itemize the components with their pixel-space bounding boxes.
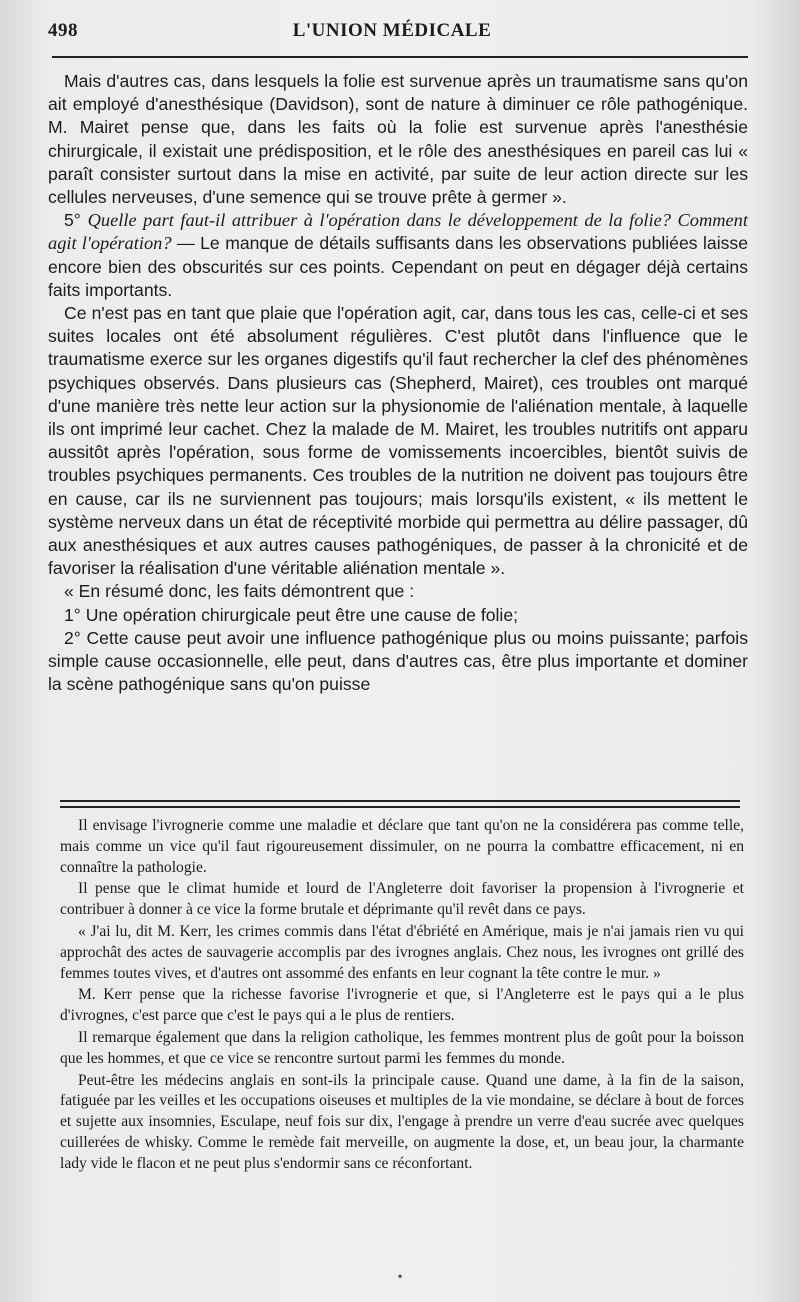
paragraph-summary-point-1: 1° Une opération chirurgicale peut être une cause de folie; xyxy=(64,604,519,625)
journal-title: L'UNION MÉDICALE xyxy=(292,20,492,41)
note-paragraph: Il remarque également que dans la religion catholique, les femmes montrent plus de goût pour la boisson que les hommes, et que ce vice se rencontre surtout parmi les femmes du monde. xyxy=(60,1028,744,1067)
page-number: 498 xyxy=(48,20,78,41)
section-question: Quelle part faut-il attribuer à l'opération dans le développement de la folie? Comment agit l'opération? xyxy=(48,210,748,254)
paragraph-summary-point-2: 2° Cette cause peut avoir une influence pathogénique plus ou moins puissante; parfois simple cause occasionnelle, elle peut, dans d'autres cas, être plus importante et dominer la scène pathogénique sans qu'on puisse xyxy=(48,627,748,695)
footnote-column xyxy=(60,816,744,1176)
section-answer: — Le manque de détails suffisants dans les observations publiées laisse encore bien des obscurités sur ces points. Cependant on peut en dégager déjà certains faits importants. xyxy=(48,233,749,300)
note-paragraph: « J'ai lu, dit M. Kerr, les crimes commis dans l'état d'ébriété en Amérique, mais je n'ai jamais rien vu qui approchât des actes de sauvagerie accomplis par des ivrognes anglais. Chez nous, les ivrognes ont grillé des femmes toutes vives, et d'autres ont assommé des enfants en leur cognant la tête contre le mur. » xyxy=(60,922,744,982)
note-paragraph: Peut-être les médecins anglais en sont-ils la principale cause. Quand une dame, à la fin de la saison, fatiguée par les veilles et les occupations oiseuses et multiples de la vie mondaine, se déclare à bout de forces et sujette aux insomnies, Esculape, neuf fois sur dix, l'engage à prendre un verre d'eau sucrée avec quelques cuillerées de whisky. Comme le remède fait merveille, on augmente la dose, et, un beau jour, la charmante lady vide le flacon et ne peut plus s'endormir sans ce réconfortant. xyxy=(60,1071,744,1172)
note-paragraph: M. Kerr pense que la richesse favorise l'ivrognerie et que, si l'Angleterre est le pays qui a le plus d'ivrognes, c'est parce que c'est le pays qui a le plus de rentiers. xyxy=(60,986,744,1025)
note-paragraph: Il envisage l'ivrognerie comme une maladie et déclare que tant qu'on ne la considérera pas comme telle, mais comme un vice qu'il faut rigoureusement dissimuler, on ne pourra la combattre efficacement, ni en connaître la pathologie. xyxy=(60,817,744,876)
paragraph-operation-action: Ce n'est pas en tant que plaie que l'opération agit, car, dans tous les cas, celle-ci et ses suites locales ont été absolument régulières. C'est plutôt dans l'influence que le traumatisme exerce sur les organes digestifs qu'il faut rechercher la clef des phénomènes psychiques observés. Dans plusieurs cas (Shepherd, Mairet), ces troubles ont marqué d'une manière très nette leur action sur la physionomie de l'aliénation mentale, à laquelle ils ont imprimé leur cachet. Chez la malade de M. Mairet, les troubles nutritifs ont apparu aussitôt après l'opération, sous forme de vomissements incoercibles, bientôt suivis de troubles psychiques permanents. Ces troubles de la nutrition ne doivent pas toujours être en cause, car ils ne surviennent pas toujours; mais lorsqu'ils existent, « ils mettent le système nerveux dans un état de réceptivité morbide qui permettra au délire passager, dû aux anesthésiques et aux autres causes pathogéniques, de passer à la chronicité et de favoriser la réalisation d'une véritable aliénation mentale ». xyxy=(48,303,748,579)
main-text xyxy=(48,70,748,696)
header-rule xyxy=(52,56,748,58)
running-header xyxy=(48,20,736,50)
note-paragraph: Il pense que le climat humide et lourd de l'Angleterre doit favoriser la propension à l'ivrognerie et contribuer à donner à ce vice la forme brutale et déprimante qu'il revêt dans ce pays. xyxy=(60,880,744,919)
paragraph-question-5 xyxy=(48,209,748,302)
footnote-separator xyxy=(60,800,740,808)
paragraph-anesthesia: Mais d'autres cas, dans lesquels la folie est survenue après un traumatisme sans qu'on ait employé d'anesthésique (Davidson), sont de nature à diminuer ce rôle pathogénique. M. Mairet pense que, dans les faits où la folie est survenue après l'anesthésie chirurgicale, il existait une prédisposition, et le rôle des anesthésiques en pareil cas lui « paraît consister surtout dans la mise en activité, par suite de leur action directe sur les cellules nerveuses, d'une semence qui se trouve prête à germer ». xyxy=(48,71,748,208)
section-number: 5° xyxy=(64,210,81,231)
bottom-dot: • xyxy=(396,1270,404,1284)
paragraph-summary-intro: « En résumé donc, les faits démontrent que : xyxy=(64,581,415,602)
